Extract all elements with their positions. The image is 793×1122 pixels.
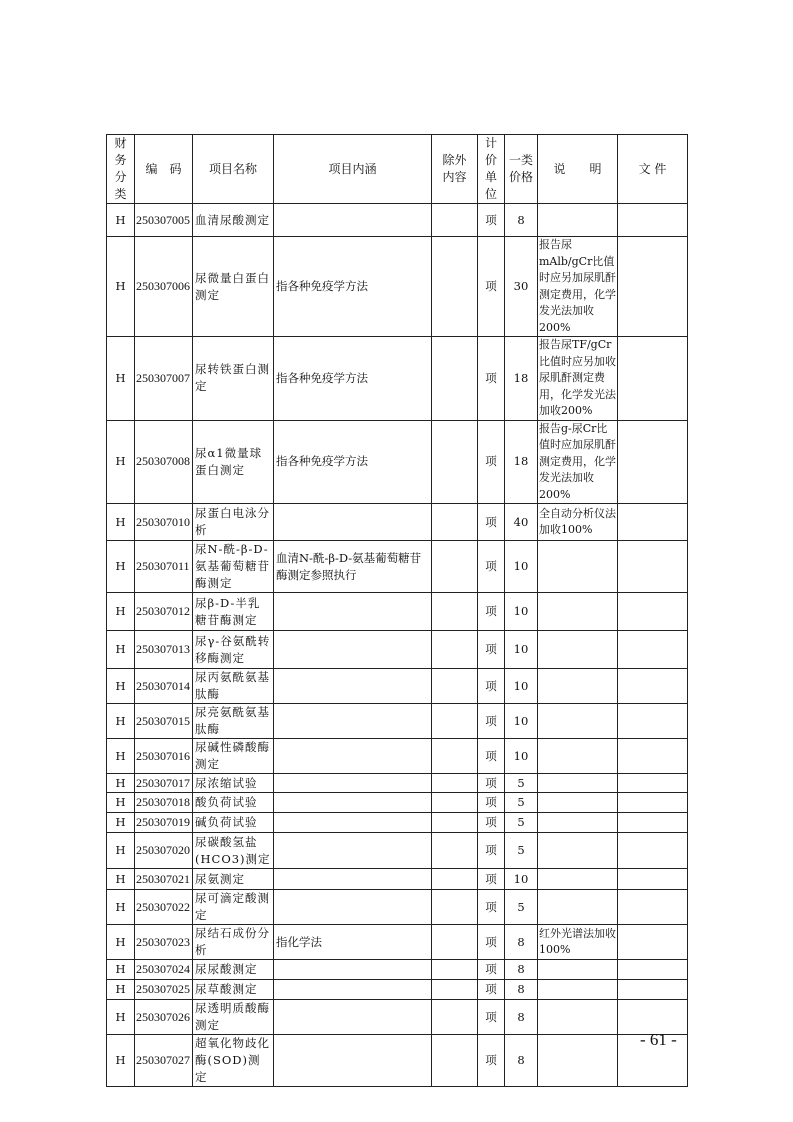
header-unit: 计价 单位 [478,135,505,204]
exclusions-cell [432,980,478,1000]
notes-cell [538,593,618,631]
price-cell: 8 [505,960,538,980]
notes-cell: 报告尿TF/gCr比值时应另加收尿肌酐测定费用，化学发光法加收200% [538,337,618,421]
table-row [107,420,688,504]
code-cell: 250307024 [135,960,193,980]
unit-cell: 项 [478,925,505,960]
code-cell: 250307023 [135,925,193,960]
item-name-cell: 血清尿酸测定 [193,204,274,237]
exclusions-cell [432,237,478,337]
table-row [107,925,688,960]
table-row [107,1000,688,1035]
item-name-cell: 尿N-酰-β-D-氨基葡萄糖苷酶测定 [193,541,274,593]
item-content-cell [274,980,432,1000]
code-cell: 250307008 [135,420,193,504]
table-row [107,869,688,890]
price-cell: 5 [505,813,538,833]
header-price: 一类 价格 [505,135,538,204]
exclusions-cell [432,774,478,793]
price-cell: 10 [505,541,538,593]
code-cell: 250307015 [135,704,193,739]
file-cell [618,813,688,833]
table-row [107,337,688,421]
file-cell [618,833,688,869]
category-cell: H [107,669,135,704]
file-cell [618,420,688,504]
unit-cell: 项 [478,793,505,813]
category-cell: H [107,774,135,793]
unit-cell: 项 [478,1000,505,1035]
code-cell: 250307018 [135,793,193,813]
notes-cell: 红外光谱法加收100% [538,925,618,960]
category-cell: H [107,813,135,833]
exclusions-cell [432,869,478,890]
table-row [107,793,688,813]
item-name-cell: 尿γ-谷氨酰转移酶测定 [193,631,274,669]
notes-cell [538,980,618,1000]
item-name-cell: 尿微量白蛋白测定 [193,237,274,337]
item-content-cell [274,774,432,793]
file-cell [618,631,688,669]
item-name-cell: 尿结石成份分析 [193,925,274,960]
item-name-cell: 尿碳酸氢盐(HCO3)测定 [193,833,274,869]
category-cell: H [107,704,135,739]
unit-cell: 项 [478,980,505,1000]
unit-cell: 项 [478,541,505,593]
notes-cell [538,704,618,739]
code-cell: 250307016 [135,739,193,774]
unit-cell: 项 [478,739,505,774]
exclusions-cell [432,337,478,421]
table-row [107,813,688,833]
code-cell: 250307021 [135,869,193,890]
exclusions-cell [432,1035,478,1087]
file-cell [618,237,688,337]
header-category: 财务 分类 [107,135,135,204]
category-cell: H [107,337,135,421]
item-name-cell: 尿可滴定酸测定 [193,890,274,925]
price-cell: 40 [505,504,538,541]
unit-cell: 项 [478,1035,505,1087]
price-cell: 5 [505,833,538,869]
notes-cell [538,960,618,980]
item-content-cell [274,204,432,237]
unit-cell: 项 [478,631,505,669]
unit-cell: 项 [478,813,505,833]
price-cell: 10 [505,704,538,739]
category-cell: H [107,237,135,337]
unit-cell: 项 [478,420,505,504]
category-cell: H [107,960,135,980]
category-cell: H [107,869,135,890]
category-cell: H [107,504,135,541]
unit-cell: 项 [478,337,505,421]
notes-cell [538,541,618,593]
item-content-cell [274,813,432,833]
file-cell [618,504,688,541]
notes-cell: 全自动分析仪法加收100% [538,504,618,541]
file-cell [618,774,688,793]
file-cell [618,925,688,960]
exclusions-cell [432,833,478,869]
code-cell: 250307013 [135,631,193,669]
item-name-cell: 酸负荷试验 [193,793,274,813]
page-number: - 61 - [640,1030,677,1049]
category-cell: H [107,833,135,869]
header-file: 文 件 [618,135,688,204]
exclusions-cell [432,631,478,669]
code-cell: 250307012 [135,593,193,631]
notes-cell [538,631,618,669]
table-row [107,980,688,1000]
notes-cell: 报告g-尿Cr比值时应加尿肌酐测定费用，化学发光法加收200% [538,420,618,504]
item-content-cell: 指各种免疫学方法 [274,420,432,504]
notes-cell [538,890,618,925]
notes-cell [538,833,618,869]
table-row [107,960,688,980]
notes-cell [538,774,618,793]
item-name-cell: 尿丙氨酰氨基肽酶 [193,669,274,704]
table-row [107,704,688,739]
item-name-cell: 尿氨测定 [193,869,274,890]
unit-cell: 项 [478,960,505,980]
notes-cell [538,813,618,833]
category-cell: H [107,1035,135,1087]
exclusions-cell [432,504,478,541]
unit-cell: 项 [478,593,505,631]
unit-cell: 项 [478,890,505,925]
price-cell: 8 [505,1000,538,1035]
category-cell: H [107,541,135,593]
code-cell: 250307014 [135,669,193,704]
exclusions-cell [432,739,478,774]
item-content-cell: 血清N-酰-β-D-氨基葡萄糖苷酶测定参照执行 [274,541,432,593]
item-name-cell: 尿透明质酸酶测定 [193,1000,274,1035]
table-header-row [107,135,688,204]
exclusions-cell [432,793,478,813]
code-cell: 250307007 [135,337,193,421]
code-cell: 250307026 [135,1000,193,1035]
price-cell: 8 [505,925,538,960]
code-cell: 250307027 [135,1035,193,1087]
item-name-cell: 尿碱性磷酸酶测定 [193,739,274,774]
category-cell: H [107,980,135,1000]
notes-cell [538,739,618,774]
table-row [107,237,688,337]
file-cell [618,890,688,925]
item-name-cell: 尿亮氨酰氨基肽酶 [193,704,274,739]
file-cell [618,980,688,1000]
table-row [107,504,688,541]
item-content-cell [274,833,432,869]
item-content-cell [274,504,432,541]
item-content-cell [274,669,432,704]
item-content-cell [274,704,432,739]
category-cell: H [107,890,135,925]
item-name-cell: 尿草酸测定 [193,980,274,1000]
item-content-cell [274,593,432,631]
unit-cell: 项 [478,774,505,793]
header-item-content: 项目内涵 [274,135,432,204]
item-name-cell: 尿尿酸测定 [193,960,274,980]
item-content-cell: 指各种免疫学方法 [274,337,432,421]
code-cell: 250307025 [135,980,193,1000]
exclusions-cell [432,593,478,631]
category-cell: H [107,420,135,504]
price-cell: 10 [505,739,538,774]
item-name-cell: 超氧化物歧化酶(SOD)测定 [193,1035,274,1087]
exclusions-cell [432,890,478,925]
exclusions-cell [432,925,478,960]
item-content-cell: 指各种免疫学方法 [274,237,432,337]
category-cell: H [107,739,135,774]
code-cell: 250307006 [135,237,193,337]
category-cell: H [107,793,135,813]
code-cell: 250307005 [135,204,193,237]
table-row [107,541,688,593]
file-cell [618,869,688,890]
item-content-cell [274,631,432,669]
item-name-cell: 尿β-D-半乳糖苷酶测定 [193,593,274,631]
file-cell [618,204,688,237]
price-cell: 8 [505,980,538,1000]
exclusions-cell [432,541,478,593]
header-notes: 说 明 [538,135,618,204]
exclusions-cell [432,204,478,237]
code-cell: 250307019 [135,813,193,833]
item-name-cell: 尿α1微量球蛋白测定 [193,420,274,504]
table-row [107,204,688,237]
item-content-cell: 指化学法 [274,925,432,960]
code-cell: 250307020 [135,833,193,869]
notes-cell: 报告尿mAlb/gCr比值时应另加尿肌酐测定费用，化学发光法加收200% [538,237,618,337]
category-cell: H [107,925,135,960]
price-cell: 10 [505,869,538,890]
notes-cell [538,1035,618,1087]
item-content-cell [274,739,432,774]
exclusions-cell [432,420,478,504]
unit-cell: 项 [478,833,505,869]
price-table [106,134,688,1087]
file-cell [618,793,688,813]
notes-cell [538,669,618,704]
table-row [107,739,688,774]
file-cell [618,541,688,593]
unit-cell: 项 [478,504,505,541]
price-cell: 5 [505,793,538,813]
price-cell: 5 [505,774,538,793]
table-row [107,631,688,669]
category-cell: H [107,631,135,669]
file-cell [618,669,688,704]
price-cell: 30 [505,237,538,337]
exclusions-cell [432,1000,478,1035]
category-cell: H [107,204,135,237]
price-cell: 18 [505,420,538,504]
table-row [107,1035,688,1087]
code-cell: 250307011 [135,541,193,593]
code-cell: 250307017 [135,774,193,793]
exclusions-cell [432,704,478,739]
price-cell: 5 [505,890,538,925]
item-content-cell [274,1000,432,1035]
notes-cell [538,869,618,890]
unit-cell: 项 [478,704,505,739]
exclusions-cell [432,960,478,980]
item-content-cell [274,890,432,925]
price-cell: 10 [505,593,538,631]
table-row [107,890,688,925]
header-exclusions: 除外 内容 [432,135,478,204]
price-cell: 10 [505,631,538,669]
table-body [107,204,688,1087]
unit-cell: 项 [478,204,505,237]
item-name-cell: 尿蛋白电泳分析 [193,504,274,541]
notes-cell [538,1000,618,1035]
file-cell [618,337,688,421]
item-name-cell: 尿转铁蛋白测定 [193,337,274,421]
item-name-cell: 尿浓缩试验 [193,774,274,793]
file-cell [618,739,688,774]
notes-cell [538,204,618,237]
unit-cell: 项 [478,869,505,890]
item-content-cell [274,793,432,813]
file-cell [618,593,688,631]
notes-cell [538,793,618,813]
code-cell: 250307010 [135,504,193,541]
header-code: 编 码 [135,135,193,204]
unit-cell: 项 [478,669,505,704]
file-cell [618,960,688,980]
file-cell [618,704,688,739]
price-cell: 8 [505,1035,538,1087]
price-cell: 18 [505,337,538,421]
item-content-cell [274,869,432,890]
table-row [107,833,688,869]
table-row [107,774,688,793]
item-name-cell: 碱负荷试验 [193,813,274,833]
exclusions-cell [432,813,478,833]
price-cell: 8 [505,204,538,237]
category-cell: H [107,593,135,631]
exclusions-cell [432,669,478,704]
unit-cell: 项 [478,237,505,337]
category-cell: H [107,1000,135,1035]
table-row [107,669,688,704]
price-cell: 10 [505,669,538,704]
item-content-cell [274,960,432,980]
item-content-cell [274,1035,432,1087]
table-row [107,593,688,631]
header-item-name: 项目名称 [193,135,274,204]
code-cell: 250307022 [135,890,193,925]
